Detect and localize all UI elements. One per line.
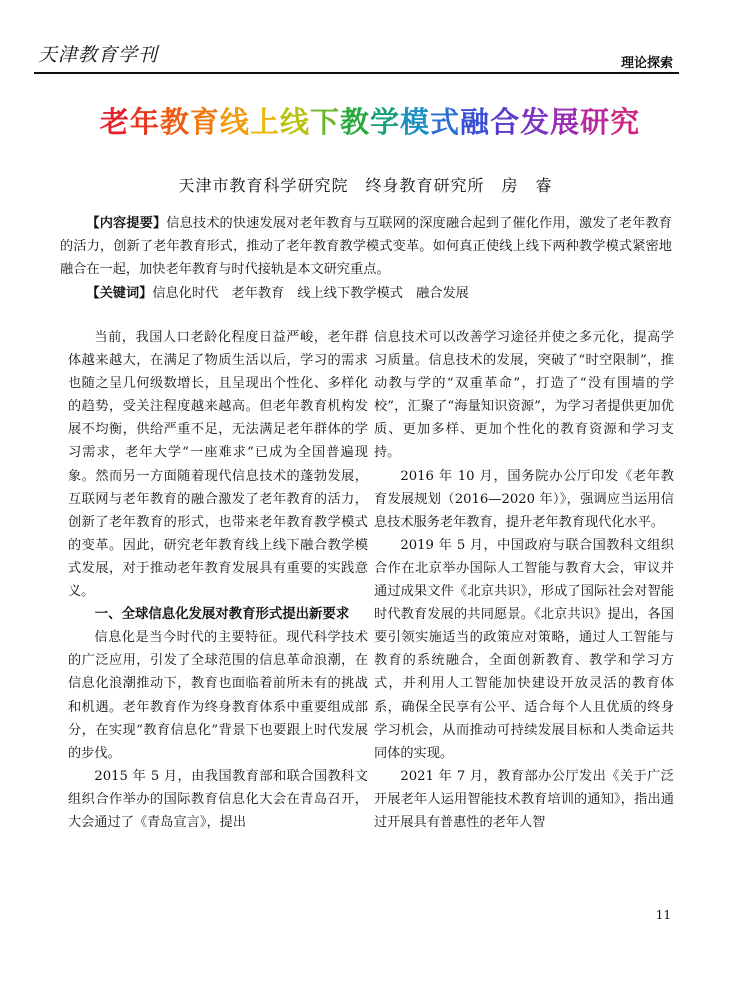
title-char: 究 [610, 105, 641, 139]
title-char: 上 [249, 105, 280, 139]
header-rule [34, 72, 679, 74]
title-char: 线 [219, 105, 250, 139]
title-char: 教 [159, 105, 190, 139]
title-char: 融 [460, 105, 491, 139]
abstract [60, 212, 672, 281]
keywords [60, 282, 672, 305]
paragraph: 2019 年 5 月，中国政府与联合国教科文组织合作在北京举办国际人工智能与教育大会，审议并通过成果文件《北京共识》，形成了国际社会对智能时代教育发展的共同愿景。《北京共识》提出，各国要引领实施适当的政策应对策略，通过人工智能与教育的系统融合，全面创新教育、教学和学习方式，并利用人工智能加快建设开放灵活的教育体系，确保全民享有公平、适合每个人且优质的终身学习机会，从而推动可持续发展目标和人类命运共同体的实现。 [374, 537, 674, 761]
title-char: 研 [580, 105, 611, 139]
page-header [0, 0, 731, 78]
keywords-label: 【关键词】 [86, 286, 153, 301]
paragraph: 2021 年 7 月，教育部办公厅发出《关于广泛开展老年人运用智能技术教育培训的通知》，指出通过开展具有普惠性的老年人智 [374, 768, 674, 830]
paragraph: 信息技术可以改善学习途径并使之多元化，提高学习质量。信息技术的发展，突破了“时空限制”，推动教与学的“双重革命”，打造了“没有围墙的学校”，汇聚了“海量知识资源”，为学习者提供更加优质、更加多样、更加个性化的教育资源和学习支持。 [374, 330, 674, 461]
paragraph: 信息化是当今时代的主要特征。现代科学技术的广泛应用，引发了全球范围的信息革命浪潮，在信息化浪潮推动下，教育也面临着前所未有的挑战和机遇。老年教育作为终身教育体系中重要组成部分，在实现“教育信息化”背景下也要跟上时代发展的步伐。 [68, 630, 368, 761]
keywords-text: 信息化时代 老年教育 线上线下教学模式 融合发展 [152, 286, 469, 301]
left-column [68, 326, 368, 834]
abstract-label: 【内容提要】 [86, 216, 167, 231]
title-char: 下 [309, 105, 340, 139]
title-char: 学 [370, 105, 401, 139]
title-char: 育 [189, 105, 220, 139]
page-number: 11 [655, 908, 671, 922]
section-tag: 理论探索 [620, 56, 673, 71]
paragraph: 2015 年 5 月，由我国教育部和联合国教科文组织合作举办的国际教育信息化大会在青岛召开，大会通过了《青岛宣言》，提出 [68, 768, 368, 830]
title-char: 教 [339, 105, 370, 139]
right-column [374, 326, 674, 834]
title-char: 线 [279, 105, 310, 139]
article-title [70, 100, 670, 141]
title-char: 合 [490, 105, 521, 139]
abstract-text: 信息技术的快速发展对老年教育与互联网的深度融合起到了催化作用，激发了老年教育的活力，创新了老年教育形式，推动了老年教育教学模式变革。如何真正使线上线下两种教学模式紧密地融合在一起，加快老年教育与时代接轨是本文研究重点。 [60, 216, 672, 277]
title-char: 式 [430, 105, 461, 139]
author-line: 天津市教育科学研究院 终身教育研究所 房 睿 [178, 176, 553, 195]
title-char: 年 [129, 105, 160, 139]
title-char: 展 [550, 105, 581, 139]
title-char: 发 [520, 105, 551, 139]
section-heading: 一、全球信息化发展对教育形式提出新要求 [94, 607, 350, 623]
journal-logo: 天津教育学刊 [38, 44, 159, 66]
title-char: 模 [400, 105, 431, 139]
paragraph: 2016 年 10 月，国务院办公厅印发《老年教育发展规划（2016—2020 年）》，强调应当运用信息技术服务老年教育，提升老年教育现代化水平。 [374, 468, 674, 530]
paragraph: 当前，我国人口老龄化程度日益严峻，老年群体越来越大，在满足了物质生活以后，学习的需求也随之呈几何级数增长，且呈现出个性化、多样化的趋势，受关注程度越来越高。但老年教育机构发展不均衡，供给严重不足，无法满足老年群体的学习需求，老年大学“一座难求”已成为全国普遍现象。然而另一方面随着现代信息技术的蓬勃发展，互联网与老年教育的融合激发了老年教育的活力，创新了老年教育的形式，也带来老年教育教学模式的变革。因此，研究老年教育线上线下融合教学模式发展，对于推动老年教育发展具有重要的实践意义。 [68, 330, 368, 600]
title-char: 老 [99, 105, 130, 139]
